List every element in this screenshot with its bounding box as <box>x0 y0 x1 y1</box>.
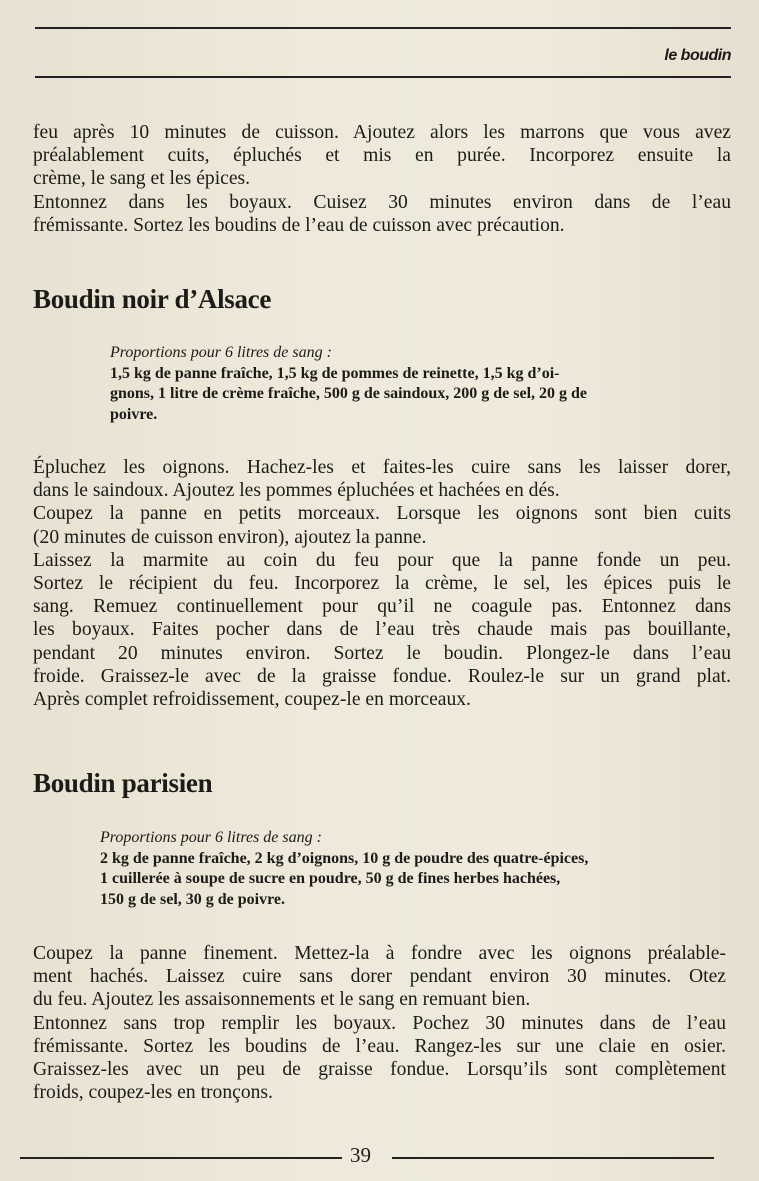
recipe-method <box>33 942 726 1104</box>
text-line: Graissez-les avec un peu de graisse fondue. Lorsqu’ils sont complètement <box>33 1059 726 1081</box>
ingredient-line: 2 kg de panne fraîche, 2 kg d’oignons, 10 g de poudre des quatre-épices, <box>100 849 589 867</box>
text-line: (20 minutes de cuisson environ), ajoutez la panne. <box>33 526 427 548</box>
text-line: Entonnez dans les boyaux. Cuisez 30 minutes environ dans de l’eau <box>33 191 731 213</box>
text-line: sang. Remuez continuellement pour qu’il ne coagule pas. Entonnez dans <box>33 596 731 618</box>
text-line: ment hachés. Laissez cuire sans dorer pendant environ 30 minutes. Otez <box>33 966 726 988</box>
proportions-block <box>110 343 730 425</box>
text-line: Entonnez sans trop remplir les boyaux. Pochez 30 minutes dans de l’eau <box>33 1012 726 1034</box>
text-line: pendant 20 minutes environ. Sortez le boudin. Plongez-le dans l’eau <box>33 642 731 664</box>
ingredient-line: poivre. <box>110 405 158 423</box>
ingredient-line: gnons, 1 litre de crème fraîche, 500 g de saindoux, 200 g de sel, 20 g de <box>110 385 588 402</box>
text-line: Épluchez les oignons. Hachez-les et faites-les cuire sans les laisser dorer, <box>33 457 731 478</box>
text-line: Après complet refroidissement, coupez-le en morceaux. <box>33 689 471 711</box>
footer-rule <box>392 1157 714 1159</box>
page-number: 39 <box>350 1143 371 1167</box>
text-line: feu après 10 minutes de cuisson. Ajoutez alors les marrons que vous avez <box>33 122 731 143</box>
text-line: du feu. Ajoutez les assaisonnements et le sang en remuant bien. <box>33 989 531 1011</box>
text-line: crème, le sang et les épices. <box>33 168 251 190</box>
footer-rule <box>20 1157 342 1159</box>
text-line: frémissante. Sortez les boudins de l’eau de cuisson avec précaution. <box>33 214 565 236</box>
proportions-intro: Proportions pour 6 litres de sang : <box>110 344 332 361</box>
text-line: Coupez la panne en petits morceaux. Lorsque les oignons sont bien cuits <box>33 503 731 525</box>
ingredient-line: 1,5 kg de panne fraîche, 1,5 kg de pommes de reinette, 1,5 kg d’oi- <box>110 364 560 382</box>
running-head: le boudin <box>664 47 731 64</box>
ingredient-line: 150 g de sel, 30 g de poivre. <box>100 890 286 908</box>
proportions-block <box>100 828 725 910</box>
text-line: frémissante. Sortez les boudins de l’eau. Rangez-les sur une claie en osier. <box>33 1035 726 1057</box>
recipe-title: Boudin noir d’Alsace <box>33 284 272 314</box>
text-line: Coupez la panne finement. Mettez-la à fondre avec les oignons préalable- <box>33 943 726 964</box>
text-line: préalablement cuits, épluchés et mis en purée. Incorporez ensuite la <box>33 145 731 167</box>
text-line: les boyaux. Faites pocher dans de l’eau très chaude mais pas bouillante, <box>33 619 731 641</box>
proportions-intro: Proportions pour 6 litres de sang : <box>100 829 322 846</box>
text-line: froids, coupez-les en tronçons. <box>33 1082 273 1104</box>
text-line: Laissez la marmite au coin du feu pour que la panne fonde un peu. <box>33 549 731 571</box>
text-line: froide. Graissez-le avec de la graisse fondue. Roulez-le sur un grand plat. <box>33 665 731 687</box>
recipe-title: Boudin parisien <box>33 768 213 798</box>
text-line: dans le saindoux. Ajoutez les pommes épluchées et hachées en dés. <box>33 480 560 502</box>
text-line: Sortez le récipient du feu. Incorporez la crème, le sel, les épices puis le <box>33 573 731 595</box>
ingredient-line: 1 cuillerée à soupe de sucre en poudre, 50 g de fines herbes hachées, <box>100 870 561 887</box>
header-bottom-rule <box>35 76 731 78</box>
intro-paragraph <box>33 121 731 237</box>
header-top-rule <box>35 27 731 29</box>
recipe-method <box>33 456 731 711</box>
